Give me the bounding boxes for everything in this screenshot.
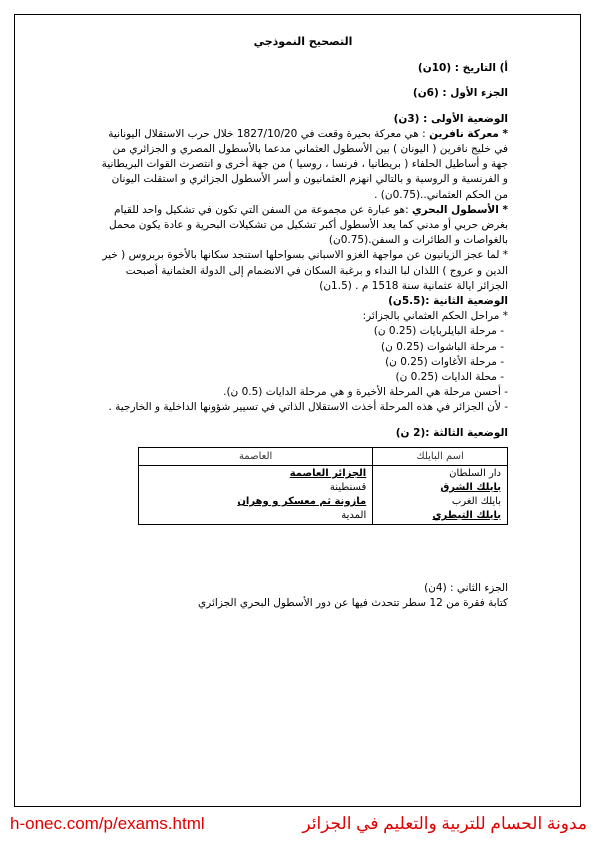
section-a-heading: أ) التاريخ : (10ن): [417, 62, 508, 75]
fleet-term: * الأسطول البحري: [411, 203, 508, 216]
stage-item: - مرحلة الباشوات (0.25 ن): [381, 340, 504, 353]
situation1-heading: الوضعية الأولى : (3ن): [393, 112, 508, 125]
footer-banner: [0, 812, 595, 838]
ottoman-regency-paragraph: * لما عجز الزيانيون عن مواجهة الغزو الاسباني بسواحلها استنجد سكانها بالأخوة بربروس ( خير الدين و عروج ) اللذان لبا النداء و برغبة السكان في الانضمام إلى الدولة العثمانية أصبحت الجزائر ايالة عثمانية سنة 1518 م . (1.5ن): [102, 249, 508, 292]
capital-name: مازونة ثم معسكر و وهران: [237, 496, 367, 508]
navarino-term: * معركة نافرين: [429, 127, 508, 140]
beylik-name: بايلك الشرق: [440, 482, 501, 494]
beylik-name: بايلك الغرب: [451, 496, 501, 508]
fleet-paragraph: [98, 203, 508, 249]
stage-item: - مرحلة الأغاوات (0.25 ن): [385, 355, 504, 368]
reason-line: - لأن الجزائر في هذه المرحلة أخذت الاستقلال الذاتي في تسيير شؤونها الداخلية و الخارجية .: [108, 401, 508, 414]
table-row: [139, 466, 508, 525]
beylik-names-cell: [373, 466, 508, 525]
beylik-name: دار السلطان: [449, 468, 501, 480]
capital-name: الجزائر العاصمة: [289, 468, 367, 480]
part2-heading: الجزء الثاني : (4ن): [424, 582, 508, 595]
column-header-beylik: اسم البايلك: [373, 447, 508, 465]
situation3-heading: الوضعية الثالثة :(2 ن): [395, 426, 508, 439]
part2-task: كتابة فقرة من 12 سطر تتحدث فيها عن دور الأسطول البحري الجزائري: [197, 597, 508, 610]
navarino-definition: : هي معركة بحيرة وقعت في 1827/10/20 خلال حرب الاستقلال اليونانية في خليج نافرين ( اليونان ) بين الأسطول العثماني مدعما بالأسطول المصري و الجزائري من جهة و أساطيل الحلفاء ( بريطانيا ، فرنسا ، روسيا ) من جهة أخرى و انتصرت القوات البريطانية و الفرنسية و الروسية و بالتالي انهزم العثمانيون و أسر الأسطول الجزائري و استقلت اليونان من الحكم العثماني..(0.75ن) .: [101, 127, 508, 201]
beylik-table: [138, 447, 508, 525]
stage-item: - مرحلة البايلربايات (0.25 ن): [373, 325, 504, 338]
document-body: [98, 34, 508, 611]
beylik-name: بايلك التيطري: [432, 510, 501, 522]
stage-item: - محلة الدايات (0.25 ن): [395, 371, 504, 384]
best-stage-line: - أحسن مرحلة هي المرحلة الأخيرة و هي مرحلة الدايات (0.5 ن).: [223, 386, 508, 399]
capital-name: المدية: [341, 510, 367, 522]
document-title: التصحيح النموذجي: [253, 35, 353, 48]
stages-intro: * مراحل الحكم العثماني بالجزائر:: [362, 310, 508, 323]
column-header-capital: العاصمة: [139, 447, 373, 465]
footer-blog-name: مدونة الحسام للتربية والتعليم في الجزائر: [302, 814, 587, 833]
navarino-paragraph: [98, 127, 508, 203]
fleet-definition: :هو عبارة عن مجموعة من السفن التي تكون في تشكيل واحد للقيام بغرض حربي أو مدني كما يعد الأسطول أكبر تشكيل من تشكيلات البحرية و عادة يكون محمل بالغواصات و الطائرات و السفن.(0.75ن): [109, 203, 508, 247]
situation2-heading: الوضعية الثانية :(5.5ن): [388, 295, 508, 308]
footer-url-link[interactable]: h-onec.com/p/exams.html: [10, 814, 205, 833]
part1-heading: الجزء الأول : (6ن): [412, 87, 508, 100]
capitals-cell: [139, 466, 373, 525]
capital-name: قسنطينة: [329, 482, 367, 494]
